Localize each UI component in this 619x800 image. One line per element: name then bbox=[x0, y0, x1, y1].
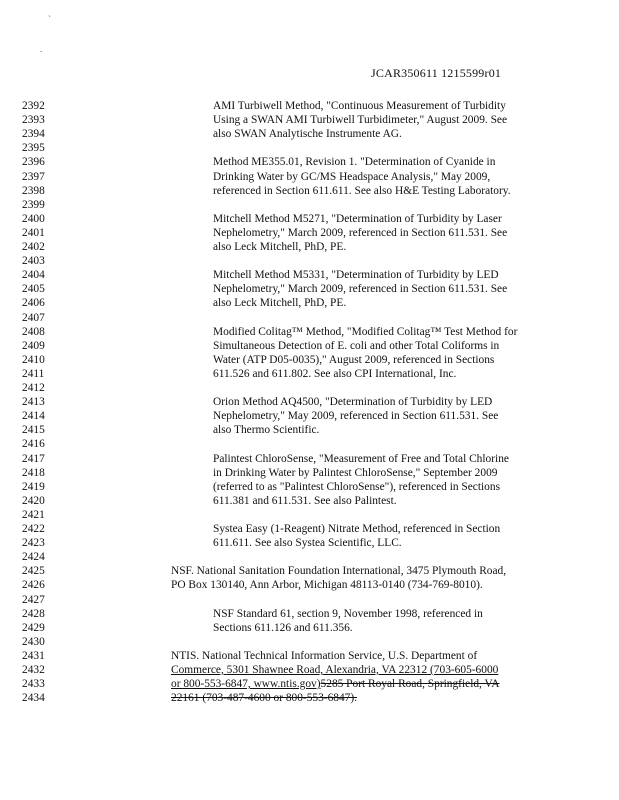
document-line bbox=[0, 593, 619, 607]
line-number: 2407 bbox=[22, 311, 45, 324]
text-run: Method ME355.01, Revision 1. "Determination of Cyanide in bbox=[213, 156, 496, 169]
text-run: Using a SWAN AMI Turbiwell Turbidimeter," August 2009. See bbox=[213, 114, 508, 127]
document-line bbox=[0, 607, 619, 621]
document-line bbox=[0, 635, 619, 649]
document-line bbox=[0, 198, 619, 212]
text-run: Nephelometry," March 2009, referenced in Section 611.531. See bbox=[213, 226, 508, 239]
line-number: 2412 bbox=[22, 382, 45, 394]
text-run: Water (ATP D05-0035)," August 2009, referenced in Sections bbox=[213, 353, 495, 366]
document-line bbox=[0, 649, 619, 663]
document-line bbox=[0, 550, 619, 564]
document-line bbox=[0, 494, 619, 508]
line-number: 2411 bbox=[22, 367, 45, 380]
line-text bbox=[213, 409, 498, 423]
document-line bbox=[0, 395, 619, 409]
text-run: Nephelometry," March 2009, referenced in Section 611.531. See bbox=[213, 283, 508, 296]
line-text bbox=[213, 480, 500, 494]
text-run: 611.381 and 611.531. See also Palintest. bbox=[213, 494, 397, 507]
document-line bbox=[0, 170, 619, 184]
line-text bbox=[213, 240, 346, 254]
line-text bbox=[213, 353, 494, 367]
line-text bbox=[171, 677, 500, 691]
text-run: Simultaneous Detection of E. coli and other Total Coliforms in bbox=[213, 339, 500, 352]
document-line bbox=[0, 466, 619, 480]
document-line bbox=[0, 536, 619, 550]
line-number: 2400 bbox=[22, 212, 45, 225]
text-run: NTIS. National Technical Information Service, U.S. Department of bbox=[171, 649, 478, 662]
line-text bbox=[171, 663, 498, 677]
document-line bbox=[0, 296, 619, 310]
text-run: also Thermo Scientific. bbox=[213, 424, 320, 437]
line-number: 2421 bbox=[22, 508, 45, 521]
line-number: 2408 bbox=[22, 325, 45, 338]
document-line bbox=[0, 621, 619, 635]
text-run: also Leck Mitchell, PhD, PE. bbox=[213, 241, 347, 253]
text-run: Orion Method AQ4500, "Determination of Turbidity by LED bbox=[213, 396, 493, 409]
document-line bbox=[0, 423, 619, 437]
line-number: 2434 bbox=[22, 692, 45, 705]
inserted-text: (703-605-6000 bbox=[427, 664, 499, 676]
line-number: 2410 bbox=[22, 353, 45, 366]
document-line bbox=[0, 452, 619, 466]
line-number: 2405 bbox=[22, 283, 45, 296]
document-line bbox=[0, 127, 619, 141]
line-text bbox=[213, 155, 495, 169]
line-number: 2404 bbox=[22, 269, 45, 282]
document-line bbox=[0, 409, 619, 423]
document-line bbox=[0, 663, 619, 677]
document-line bbox=[0, 184, 619, 198]
line-number: 2394 bbox=[22, 128, 45, 141]
line-number: 2422 bbox=[22, 523, 45, 535]
line-text bbox=[213, 268, 499, 282]
text-run: Sections 611.126 and 611.356. bbox=[213, 621, 353, 634]
text-run: AMI Turbiwell Method, "Continuous Measurement of Turbidity bbox=[213, 100, 506, 112]
document-line bbox=[0, 339, 619, 353]
line-number: 2397 bbox=[22, 170, 45, 183]
text-run: Drinking Water by GC/MS Headspace Analysis," May 2009, bbox=[213, 170, 491, 183]
line-number: 2426 bbox=[22, 579, 45, 592]
text-run: Modified Colitag™ Method, "Modified Colitag™ Test Method for bbox=[213, 325, 518, 338]
text-run: 611.526 and 611.802. See also CPI International, Inc. bbox=[213, 367, 457, 380]
line-number: 2417 bbox=[22, 452, 45, 465]
line-text bbox=[171, 564, 506, 578]
line-text bbox=[213, 184, 511, 198]
document-line bbox=[0, 522, 619, 536]
document-line bbox=[0, 254, 619, 268]
line-number: 2431 bbox=[22, 649, 45, 662]
text-run: Mitchell Method M5331, "Determination of Turbidity by LED bbox=[213, 269, 499, 282]
line-number: 2419 bbox=[22, 480, 45, 493]
line-number: 2432 bbox=[22, 664, 45, 676]
line-text bbox=[213, 325, 517, 339]
document-id: JCAR350611 1215599r01 bbox=[371, 66, 502, 80]
document-line bbox=[0, 141, 619, 155]
text-run: referenced in Section 611.611. See also H&E Testing Laboratory. bbox=[213, 184, 511, 197]
text-run: Nephelometry," May 2009, referenced in Section 611.531. See bbox=[213, 410, 499, 423]
line-text bbox=[213, 607, 483, 621]
line-text bbox=[213, 395, 492, 409]
line-number: 2429 bbox=[22, 621, 45, 634]
line-text bbox=[213, 212, 502, 226]
corner-dot-mark: . bbox=[40, 44, 43, 54]
text-run: 611.611. See also Systea Scientific, LLC. bbox=[213, 537, 402, 550]
inserted-text: 5301 Shawnee Road, Alexandria, VA 22312 bbox=[226, 664, 428, 676]
document-line bbox=[0, 282, 619, 296]
document-line bbox=[0, 99, 619, 113]
line-text bbox=[213, 536, 402, 550]
line-text bbox=[213, 494, 397, 508]
document-line bbox=[0, 353, 619, 367]
line-number: 2424 bbox=[22, 551, 45, 564]
corner-tick-mark: ` bbox=[48, 14, 51, 24]
line-number: 2399 bbox=[22, 198, 45, 211]
text-run: also SWAN Analytische Instrumente AG. bbox=[213, 128, 402, 141]
inserted-text: Commerce, bbox=[171, 664, 227, 676]
line-number: 2425 bbox=[22, 565, 45, 578]
line-text bbox=[171, 649, 477, 663]
line-number: 2433 bbox=[22, 678, 45, 691]
document-line bbox=[0, 155, 619, 169]
line-number: 2396 bbox=[22, 156, 45, 169]
line-number: 2413 bbox=[22, 396, 45, 409]
text-run: PO Box 130140, Ann Arbor, Michigan 48113-0140 (734-769-8010). bbox=[171, 579, 483, 592]
text-run: (referred to as "Palintest ChloroSense"), referenced in Sections bbox=[213, 480, 501, 493]
line-text bbox=[213, 621, 353, 635]
deleted-text: 22161 (703-487-4600 or 800-553-6847). bbox=[171, 692, 358, 705]
line-text bbox=[213, 226, 507, 240]
line-number: 2428 bbox=[22, 607, 45, 620]
line-number: 2416 bbox=[22, 438, 45, 451]
line-number: 2427 bbox=[22, 593, 45, 606]
line-text bbox=[213, 522, 500, 536]
document-line bbox=[0, 691, 619, 705]
inserted-text: or 800-553-6847, www.ntis.gov) bbox=[171, 678, 321, 691]
line-text bbox=[213, 170, 490, 184]
line-text bbox=[171, 691, 357, 705]
text-run: NSF Standard 61, section 9, November 1998, referenced in bbox=[213, 607, 483, 620]
line-number: 2423 bbox=[22, 537, 45, 550]
line-number: 2393 bbox=[22, 114, 45, 127]
line-text bbox=[213, 113, 507, 127]
line-text bbox=[171, 578, 483, 592]
document-line bbox=[0, 367, 619, 381]
line-number: 2418 bbox=[22, 466, 45, 479]
line-text bbox=[213, 127, 402, 141]
line-text bbox=[213, 282, 507, 296]
document-line bbox=[0, 226, 619, 240]
line-number: 2415 bbox=[22, 424, 45, 437]
line-text bbox=[213, 339, 499, 353]
line-number: 2398 bbox=[22, 184, 45, 197]
document-line bbox=[0, 311, 619, 325]
line-text bbox=[213, 296, 346, 310]
document-line bbox=[0, 578, 619, 592]
line-text bbox=[213, 466, 497, 480]
text-run: Systea Easy (1-Reagent) Nitrate Method, referenced in Section bbox=[213, 523, 501, 535]
document-line bbox=[0, 508, 619, 522]
document-line bbox=[0, 325, 619, 339]
text-run: Palintest ChloroSense, "Measurement of Free and Total Chlorine bbox=[213, 452, 509, 465]
line-number: 2430 bbox=[22, 635, 45, 648]
line-text bbox=[213, 452, 509, 466]
text-run: NSF. National Sanitation Foundation International, 3475 Plymouth Road, bbox=[171, 565, 507, 578]
text-run: Mitchell Method M5271, "Determination of Turbidity by Laser bbox=[213, 212, 502, 225]
deleted-text: 5285 Port Royal Road, Springfield, VA bbox=[320, 678, 500, 691]
document-line bbox=[0, 564, 619, 578]
line-number: 2409 bbox=[22, 339, 45, 352]
line-number: 2414 bbox=[22, 410, 45, 423]
line-text bbox=[213, 423, 319, 437]
document-line bbox=[0, 268, 619, 282]
line-number: 2395 bbox=[22, 142, 45, 155]
line-text bbox=[213, 367, 456, 381]
line-number: 2403 bbox=[22, 255, 45, 268]
document-line bbox=[0, 113, 619, 127]
line-text bbox=[213, 99, 506, 113]
line-number: 2392 bbox=[22, 100, 45, 112]
line-number: 2402 bbox=[22, 241, 45, 253]
text-run: in Drinking Water by Palintest ChloroSense," September 2009 bbox=[213, 466, 498, 479]
document-line bbox=[0, 240, 619, 254]
document-line bbox=[0, 677, 619, 691]
document-line bbox=[0, 212, 619, 226]
line-number: 2401 bbox=[22, 226, 45, 239]
document-line bbox=[0, 381, 619, 395]
line-number: 2406 bbox=[22, 297, 45, 310]
text-run: also Leck Mitchell, PhD, PE. bbox=[213, 297, 347, 310]
document-line bbox=[0, 480, 619, 494]
document-line bbox=[0, 437, 619, 451]
line-number: 2420 bbox=[22, 494, 45, 507]
